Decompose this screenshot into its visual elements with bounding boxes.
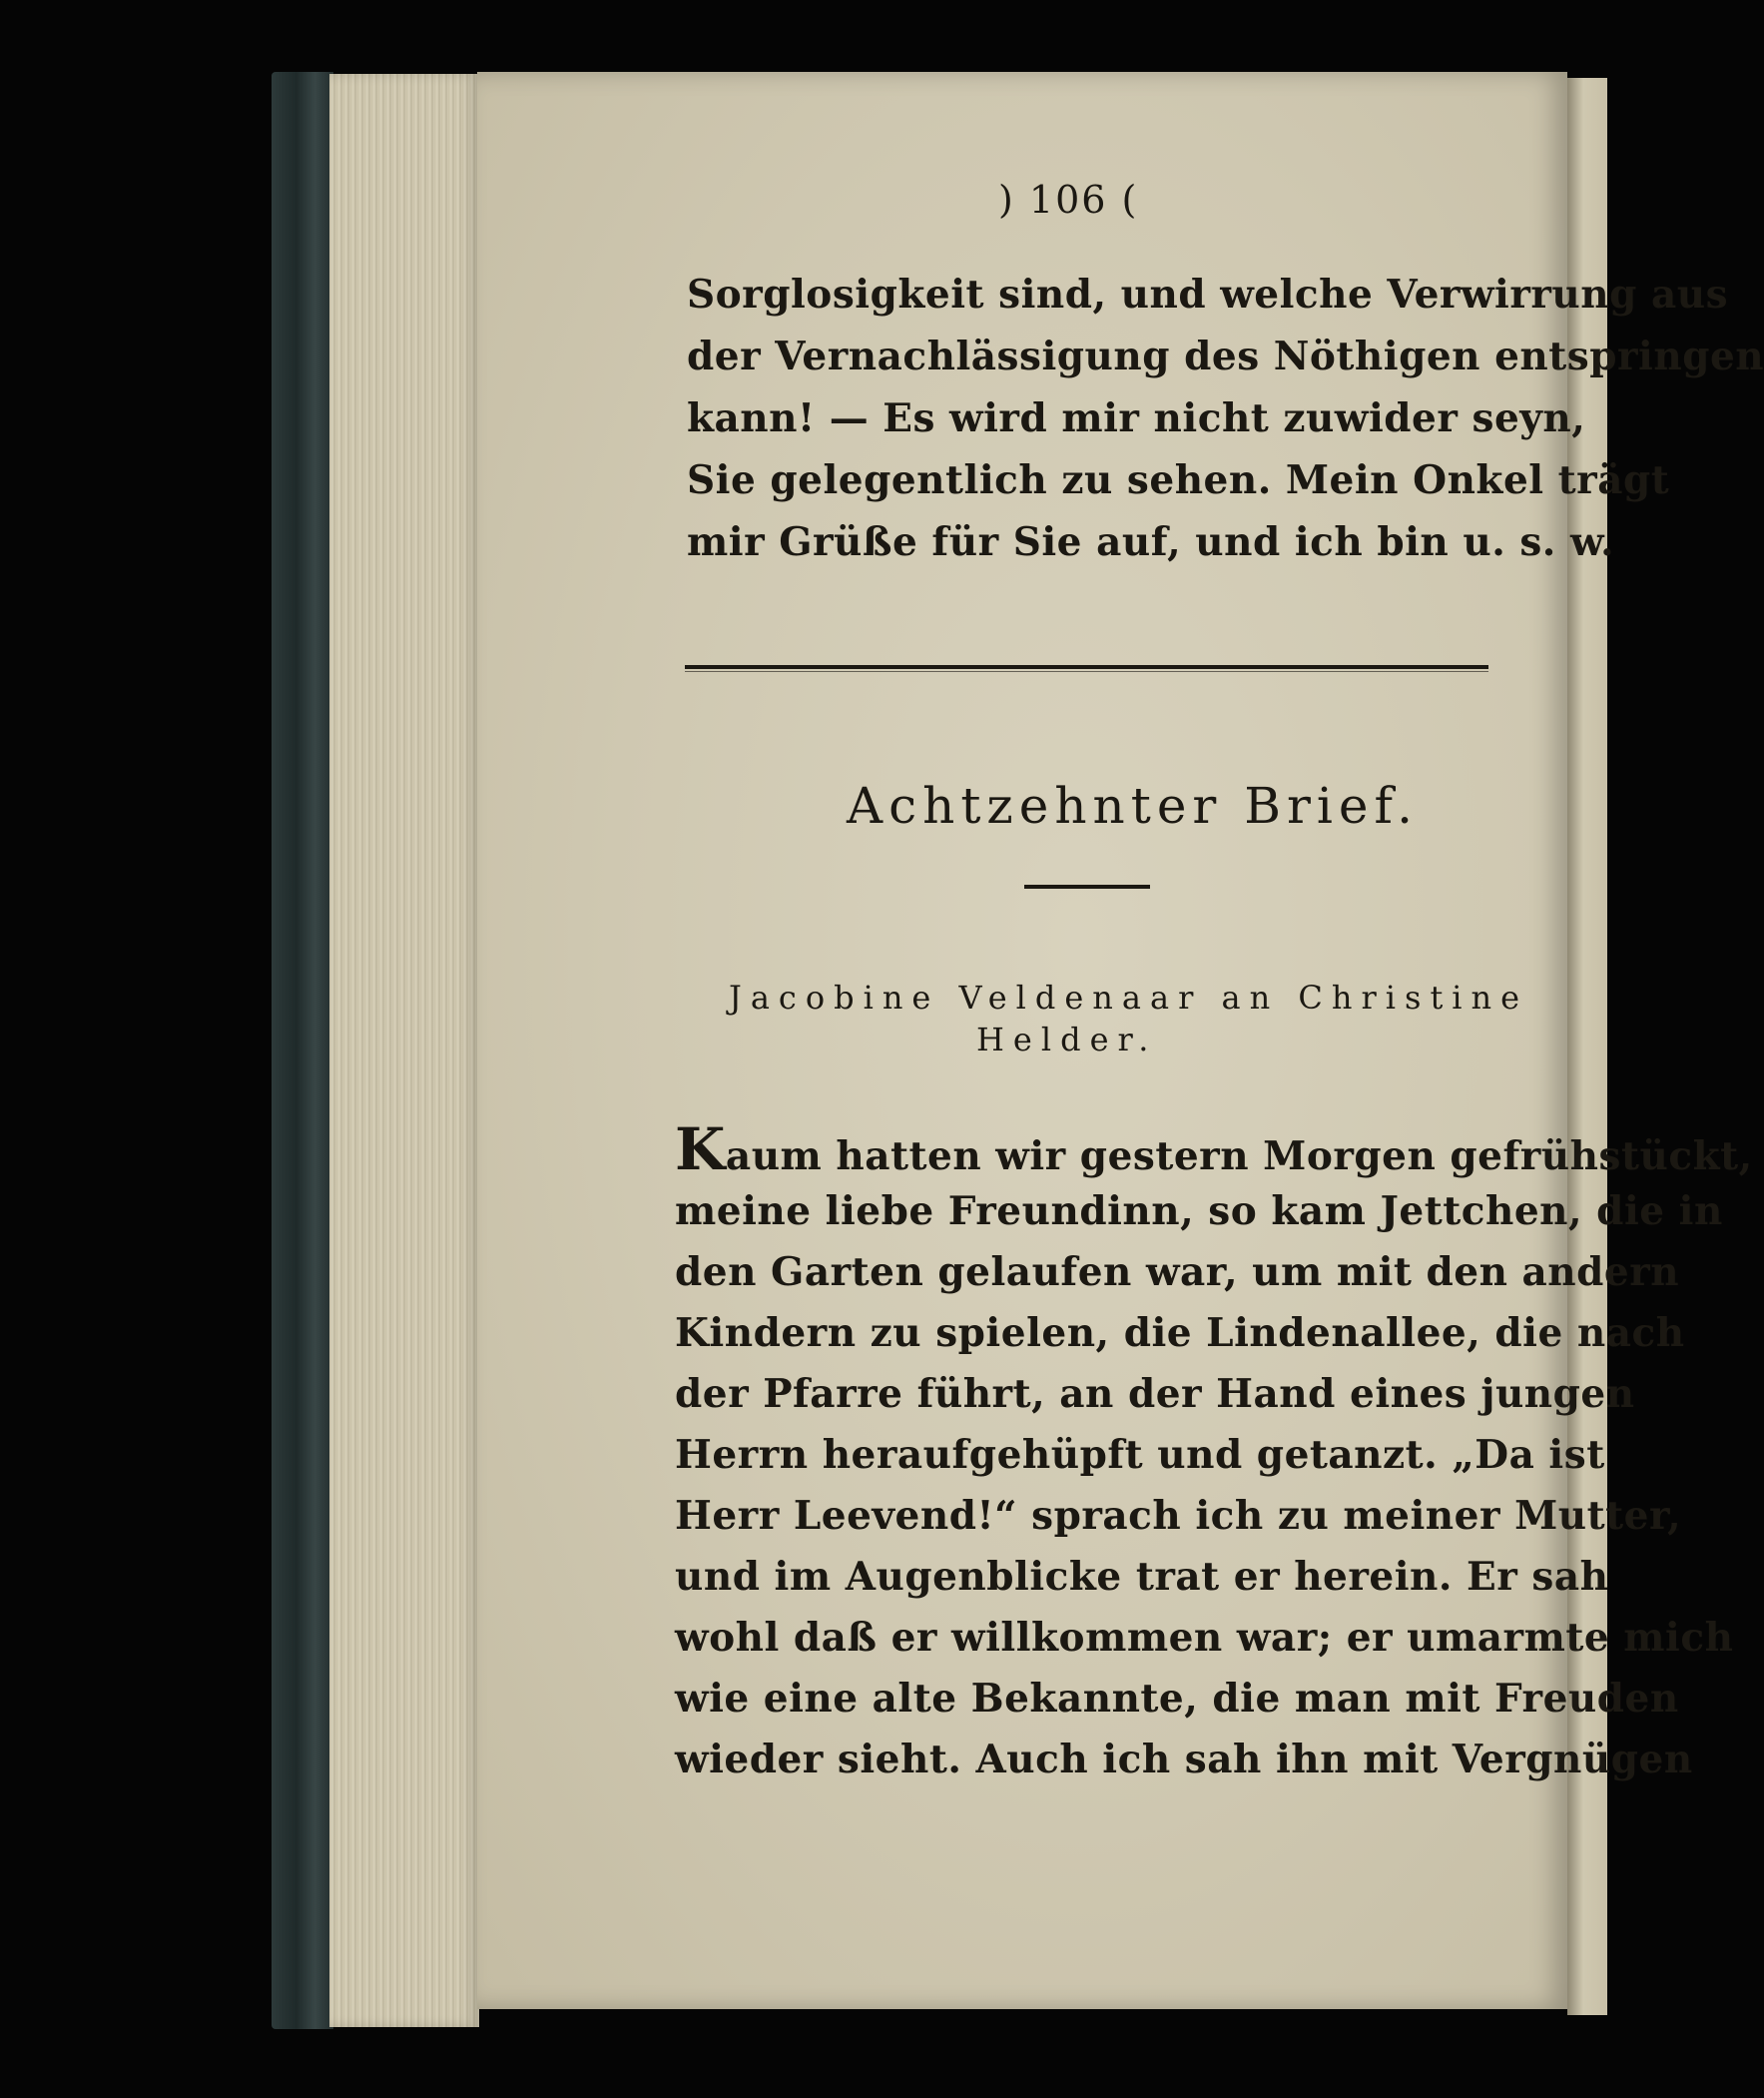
body-line-6: Herrn heraufgehüpft und getanzt. „Da ist — [675, 1432, 1605, 1478]
addressee-line-1: Jacobine Veldenaar an Christine — [729, 979, 1529, 1017]
body-first-line — [675, 1115, 1753, 1183]
page-edges — [329, 74, 479, 2027]
body-line-2: meine liebe Freundinn, so kam Jettchen, die in — [675, 1188, 1723, 1234]
body-line-5: der Pfarre führt, an der Hand eines jungen — [675, 1371, 1635, 1417]
continuation-line-2: der Vernachlässigung des Nöthigen entspringen — [687, 334, 1764, 379]
page-number: ) 106 ( — [998, 178, 1139, 222]
body-line-4: Kindern zu spielen, die Lindenallee, die nach — [675, 1310, 1685, 1356]
body-line-8: und im Augenblicke trat er herein. Er sah — [675, 1554, 1609, 1600]
section-divider — [685, 665, 1488, 669]
body-line-10: wie eine alte Bekannte, die man mit Freuden — [675, 1676, 1679, 1722]
addressee-line-2: Helder. — [976, 1021, 1158, 1058]
continuation-line-5: mir Grüße für Sie auf, und ich bin u. s. w. — [687, 519, 1615, 565]
body-line-9: wohl daß er willkommen war; er umarmte mich — [675, 1615, 1734, 1661]
drop-cap: K — [675, 1115, 726, 1183]
heading-underline — [1024, 885, 1150, 889]
section-divider-thin — [685, 671, 1488, 672]
letter-heading: Achtzehnter Brief. — [847, 777, 1420, 835]
continuation-line-1: Sorglosigkeit sind, und welche Verwirrung aus — [687, 272, 1729, 318]
book-cover — [272, 72, 333, 2029]
continuation-line-4: Sie gelegentlich zu sehen. Mein Onkel trägt — [687, 457, 1670, 503]
body-first-line-rest: aum hatten wir gestern Morgen gefrühstückt, — [725, 1133, 1753, 1179]
body-line-11: wieder sieht. Auch ich sah ihn mit Vergnügen — [675, 1737, 1693, 1782]
body-line-7: Herr Leevend!“ sprach ich zu meiner Mutter, — [675, 1493, 1682, 1539]
body-line-3: den Garten gelaufen war, um mit den andern — [675, 1249, 1680, 1295]
continuation-line-3: kann! — Es wird mir nicht zuwider seyn, — [687, 395, 1586, 441]
